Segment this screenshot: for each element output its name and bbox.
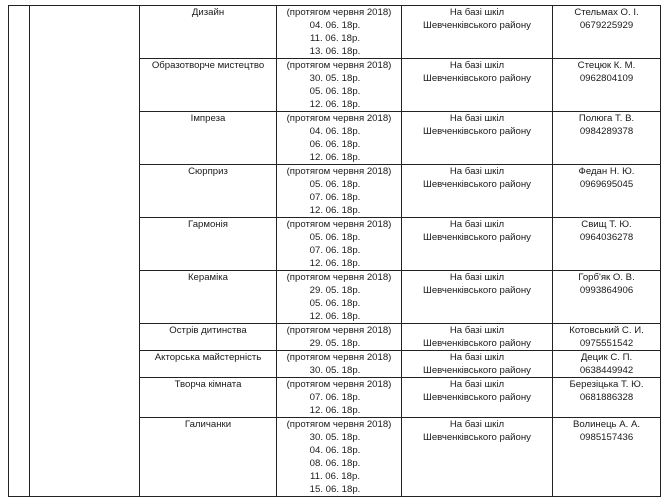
period-text: (протягом червня 2018) <box>286 419 392 430</box>
period-text: (протягом червня 2018) <box>286 325 392 336</box>
dates-cell <box>277 165 402 218</box>
location-text: Шевченківського району <box>423 232 531 243</box>
date-text: 29. 05. 18р. <box>309 338 361 349</box>
activity-name: Дизайн <box>191 7 225 18</box>
contact-name: Свищ Т. Ю. <box>581 219 632 230</box>
dates-cell <box>277 218 402 271</box>
date-text: 29. 05. 18р. <box>309 285 361 296</box>
contact-phone: 0985157436 <box>579 432 634 443</box>
date-text: 04. 06. 18р. <box>309 126 361 137</box>
date-text: 07. 06. 18р. <box>309 392 361 403</box>
location-text: Шевченківського району <box>423 432 531 443</box>
contact-phone: 0681886328 <box>579 392 634 403</box>
contact-name: Полюга Т. В. <box>578 113 635 124</box>
date-text: 12. 06. 18р. <box>309 99 361 110</box>
contact-phone: 0975551542 <box>579 338 634 349</box>
location-cell <box>402 324 553 351</box>
location-text: Шевченківського району <box>423 365 531 376</box>
location-cell <box>402 112 553 165</box>
contact-cell <box>553 59 661 112</box>
date-text: 07. 06. 18р. <box>309 245 361 256</box>
contact-phone: 0638449942 <box>579 365 634 376</box>
contact-phone: 0964036278 <box>579 232 634 243</box>
date-text: 12. 06. 18р. <box>309 152 361 163</box>
activity-name: Острів дитинства <box>169 325 247 336</box>
dates-cell <box>277 112 402 165</box>
activity-name-cell <box>140 378 277 418</box>
contact-name: Волинець А. А. <box>572 419 641 430</box>
contact-cell <box>553 378 661 418</box>
location-cell <box>402 59 553 112</box>
activity-name: Акторська майстерність <box>154 352 262 363</box>
contact-cell <box>553 6 661 59</box>
contact-name: Федан Н. Ю. <box>578 166 635 177</box>
location-cell <box>402 271 553 324</box>
location-text: Шевченківського району <box>423 73 531 84</box>
dates-cell <box>277 59 402 112</box>
date-text: 04. 06. 18р. <box>309 20 361 31</box>
location-text: На базі шкіл <box>449 272 505 283</box>
date-text: 08. 06. 18р. <box>309 458 361 469</box>
date-text: 05. 06. 18р. <box>309 86 361 97</box>
date-text: 12. 06. 18р. <box>309 311 361 322</box>
date-text: 05. 06. 18р. <box>309 298 361 309</box>
activity-name: Імпреза <box>190 113 226 124</box>
location-text: На базі шкіл <box>449 379 505 390</box>
location-cell <box>402 351 553 378</box>
location-text: Шевченківського району <box>423 338 531 349</box>
merged-empty-cell <box>30 6 140 497</box>
contact-name: Горб'як О. В. <box>578 272 635 283</box>
location-text: Шевченківського району <box>423 392 531 403</box>
location-cell <box>402 378 553 418</box>
date-text: 30. 05. 18р. <box>309 365 361 376</box>
date-text: 07. 06. 18р. <box>309 192 361 203</box>
location-cell <box>402 6 553 59</box>
date-text: 05. 06. 18р. <box>309 179 361 190</box>
date-text: 06. 06. 18р. <box>309 139 361 150</box>
location-text: Шевченківського району <box>423 126 531 137</box>
date-text: 12. 06. 18р. <box>309 258 361 269</box>
location-cell <box>402 218 553 271</box>
contact-cell <box>553 112 661 165</box>
schedule-table-frame <box>8 5 660 500</box>
contact-name: Стецюк К. М. <box>577 60 636 71</box>
location-text: На базі шкіл <box>449 352 505 363</box>
location-text: На базі шкіл <box>449 113 505 124</box>
contact-cell <box>553 324 661 351</box>
period-text: (протягом червня 2018) <box>286 379 392 390</box>
contact-phone: 0962804109 <box>579 73 634 84</box>
location-text: Шевченківського району <box>423 179 531 190</box>
period-text: (протягом червня 2018) <box>286 219 392 230</box>
date-text: 11. 06. 18р. <box>310 33 360 44</box>
activity-name: Творча кімната <box>174 379 242 390</box>
activity-name-cell <box>140 59 277 112</box>
contact-cell <box>553 418 661 497</box>
location-text: На базі шкіл <box>449 219 505 230</box>
index-column-cell <box>9 6 30 497</box>
date-text: 30. 05. 18р. <box>309 432 361 443</box>
location-text: На базі шкіл <box>449 60 505 71</box>
contact-phone: 0984289378 <box>579 126 634 137</box>
date-text: 15. 06. 18р. <box>309 484 361 495</box>
period-text: (протягом червня 2018) <box>286 7 392 18</box>
dates-cell <box>277 351 402 378</box>
location-text: На базі шкіл <box>449 419 505 430</box>
contact-cell <box>553 218 661 271</box>
contact-cell <box>553 351 661 378</box>
schedule-table-body <box>9 6 661 497</box>
period-text: (протягом червня 2018) <box>286 113 392 124</box>
activity-name-cell <box>140 112 277 165</box>
dates-cell <box>277 6 402 59</box>
activity-name-cell <box>140 6 277 59</box>
table-row <box>9 6 661 59</box>
dates-cell <box>277 378 402 418</box>
activity-name: Образотворче мистецтво <box>151 60 265 71</box>
contact-cell <box>553 271 661 324</box>
contact-phone: 0969695045 <box>579 179 634 190</box>
contact-phone: 0993864906 <box>579 285 634 296</box>
period-text: (протягом червня 2018) <box>286 166 392 177</box>
location-text: На базі шкіл <box>449 325 505 336</box>
location-text: Шевченківського району <box>423 20 531 31</box>
period-text: (протягом червня 2018) <box>286 272 392 283</box>
date-text: 12. 06. 18р. <box>309 405 361 416</box>
date-text: 12. 06. 18р. <box>309 205 361 216</box>
activity-name: Сюрприз <box>188 166 228 177</box>
activity-name: Кераміка <box>187 272 229 283</box>
activity-name-cell <box>140 218 277 271</box>
location-text: Шевченківського району <box>423 285 531 296</box>
period-text: (протягом червня 2018) <box>286 60 392 71</box>
activity-name-cell <box>140 165 277 218</box>
location-text: На базі шкіл <box>449 166 505 177</box>
date-text: 13. 06. 18р. <box>309 46 361 57</box>
contact-name: Котовський С. И. <box>569 325 644 336</box>
dates-cell <box>277 271 402 324</box>
schedule-table <box>8 5 661 497</box>
date-text: 30. 05. 18р. <box>309 73 361 84</box>
dates-cell <box>277 324 402 351</box>
contact-phone: 0679225929 <box>579 20 634 31</box>
contact-name: Стельмах О. І. <box>574 7 639 18</box>
dates-cell <box>277 418 402 497</box>
period-text: (протягом червня 2018) <box>286 352 392 363</box>
date-text: 11. 06. 18р. <box>310 471 360 482</box>
activity-name-cell <box>140 418 277 497</box>
location-cell <box>402 165 553 218</box>
date-text: 05. 06. 18р. <box>309 232 361 243</box>
contact-name: Децик С. П. <box>580 352 633 363</box>
activity-name-cell <box>140 324 277 351</box>
location-text: На базі шкіл <box>449 7 505 18</box>
location-cell <box>402 418 553 497</box>
activity-name: Гармонія <box>188 219 228 230</box>
activity-name: Галичанки <box>184 419 232 430</box>
contact-cell <box>553 165 661 218</box>
date-text: 04. 06. 18р. <box>309 445 361 456</box>
activity-name-cell <box>140 351 277 378</box>
activity-name-cell <box>140 271 277 324</box>
contact-name: Березіцька Т. Ю. <box>569 379 644 390</box>
